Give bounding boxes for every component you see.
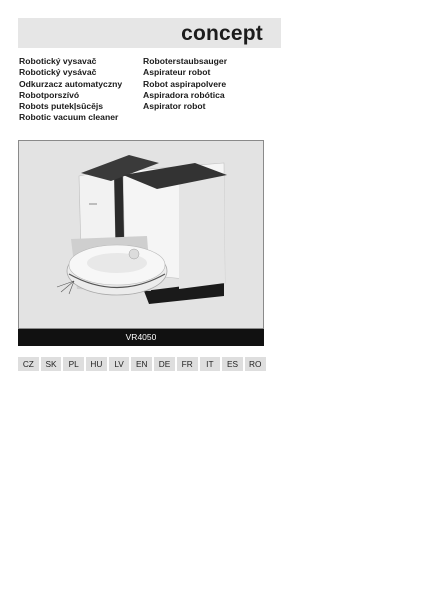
product-names-right — [143, 56, 227, 112]
product-image — [18, 140, 264, 329]
product-name-fr: Aspirateur robot — [143, 67, 211, 78]
model-label: VR4050 — [18, 329, 264, 346]
language-tab-es[interactable]: ES — [222, 357, 243, 371]
language-tab-pl[interactable]: PL — [63, 357, 84, 371]
language-tab-sk[interactable]: SK — [41, 357, 62, 371]
product-names-left — [19, 56, 122, 124]
robot-vacuum-with-dock-illustration — [19, 141, 265, 330]
language-tab-hu[interactable]: HU — [86, 357, 107, 371]
brand-logo: concept — [181, 22, 263, 45]
product-name-ro: Aspirator robot — [143, 101, 206, 112]
language-tab-it[interactable]: IT — [200, 357, 221, 371]
product-name-pl: Odkurzacz automatyczny — [19, 78, 123, 89]
language-tab-ro[interactable]: RO — [245, 357, 266, 371]
product-name-it: Robot aspirapolvere — [143, 78, 227, 89]
product-name-hu: Robotporszívó — [19, 89, 80, 100]
language-tab-en[interactable]: EN — [131, 357, 152, 371]
product-name-de: Roboterstaubsauger — [143, 56, 228, 66]
header-bar — [18, 18, 281, 48]
language-tab-lv[interactable]: LV — [109, 357, 130, 371]
product-name-es: Aspiradora robótica — [143, 89, 225, 100]
product-name-lv: Robots putekļsūcējs — [19, 101, 104, 112]
product-name-en: Robotic vacuum cleaner — [19, 112, 119, 123]
language-tab-cz[interactable]: CZ — [18, 357, 39, 371]
product-name-sk: Robotický vysávač — [19, 67, 97, 78]
language-list — [18, 357, 266, 371]
language-tab-fr[interactable]: FR — [177, 357, 198, 371]
product-name-cz: Robotický vysavač — [19, 56, 97, 66]
language-tab-de[interactable]: DE — [154, 357, 175, 371]
